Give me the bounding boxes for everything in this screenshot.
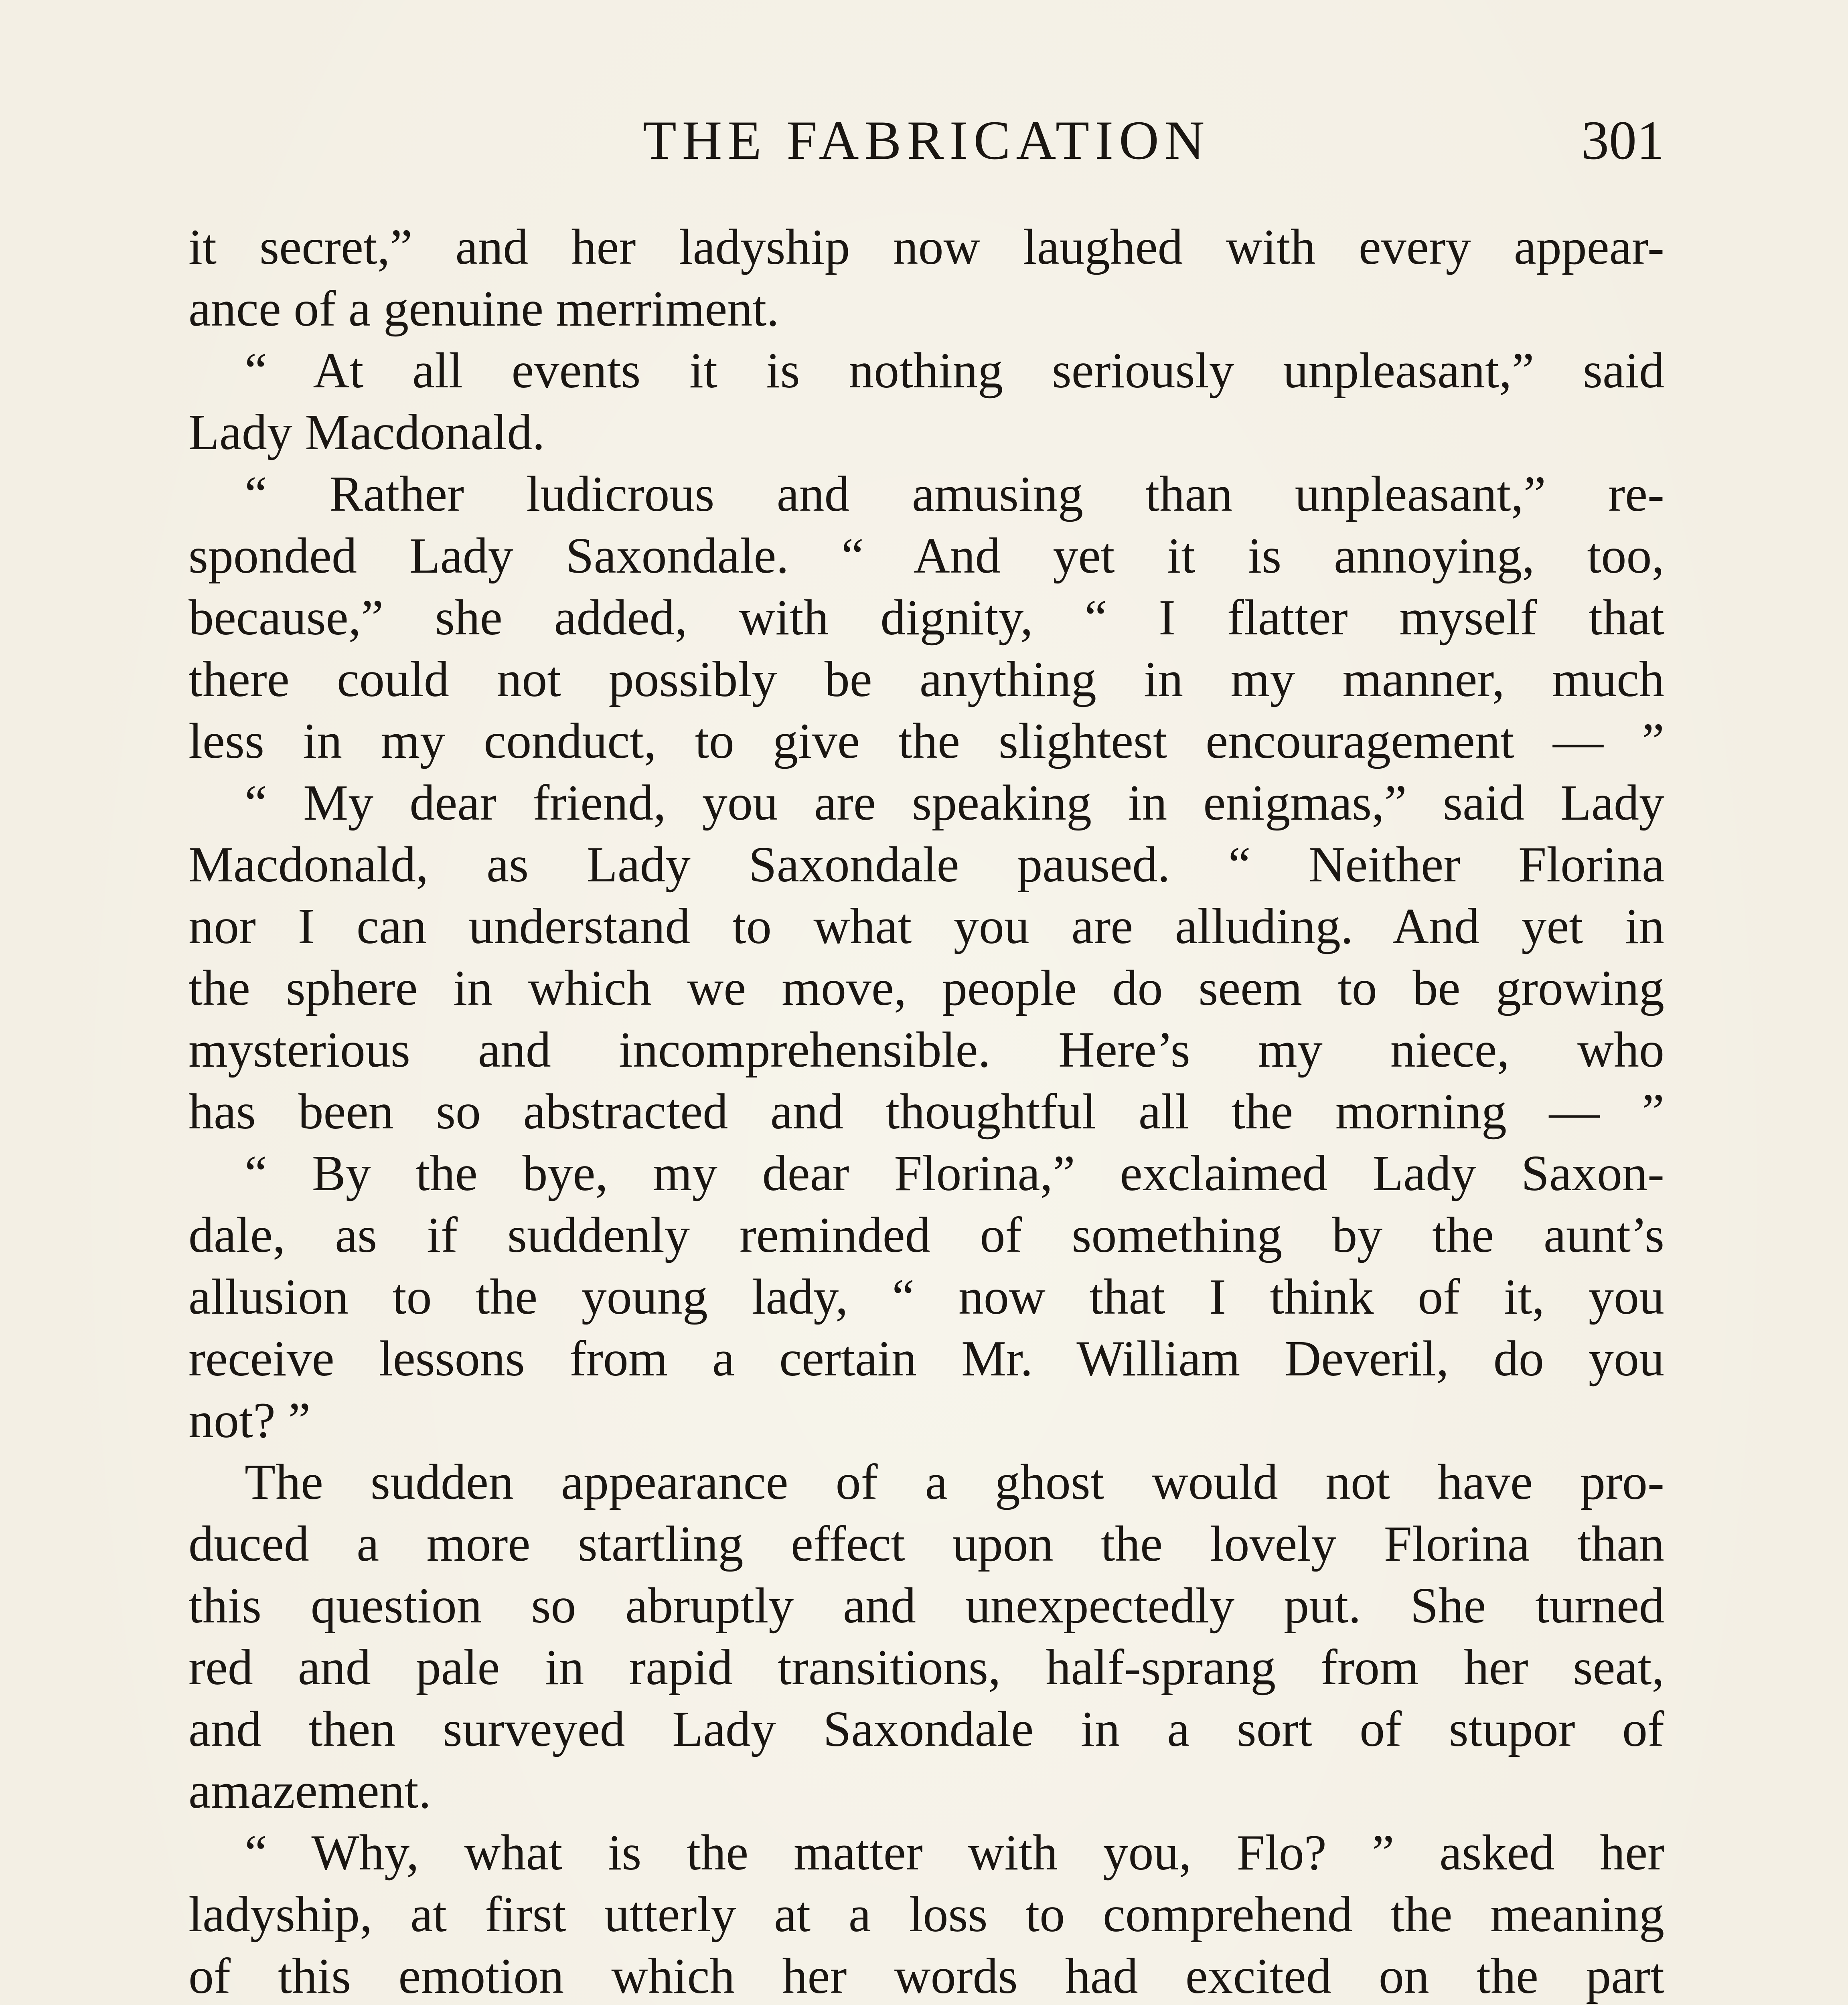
text-line: because,” she added, with dignity, “ I flatter myself that [188,590,1664,646]
text-line: less in my conduct, to give the slightest encouragement — ” [188,713,1664,769]
text-line: allusion to the young lady, “ now that I think of it, you [188,1269,1664,1325]
text-line: there could not possibly be anything in my manner, much [188,652,1664,707]
text-line: of this emotion which her words had excited on the part [188,1948,1664,2004]
running-title: THE FABRICATION [642,109,1210,171]
text-line: mysterious and incomprehensible. Here’s my niece, who [188,1022,1664,1078]
text-line: “ My dear friend, you are speaking in enigmas,” said Lady [245,775,1664,831]
text-line: the sphere in which we move, people do seem to be growing [188,960,1664,1016]
text-line: Lady Macdonald. [188,405,545,460]
text-line: duced a more startling effect upon the lovely Florina than [188,1516,1664,1572]
running-head [188,102,1664,178]
text-line: receive lessons from a certain Mr. William Deveril, do you [188,1331,1664,1387]
text-line: “ By the bye, my dear Florina,” exclaimed Lady Saxon- [245,1146,1664,1201]
text-line: this question so abruptly and unexpectedly put. She turned [188,1578,1664,1634]
text-line: “ At all events it is nothing seriously unpleasant,” said [245,343,1664,399]
text-line: not? ” [188,1393,311,1448]
text-line: “ Why, what is the matter with you, Flo? ” asked her [245,1825,1664,1881]
text-line: sponded Lady Saxondale. “ And yet it is annoying, too, [188,528,1664,584]
body-text [188,217,1664,2005]
text-line: and then surveyed Lady Saxondale in a sort of stupor of [188,1701,1664,1757]
text-line: ladyship, at first utterly at a loss to comprehend the meaning [188,1887,1664,1942]
text-line: amazement. [188,1763,432,1819]
text-line: The sudden appearance of a ghost would not have pro- [245,1454,1664,1510]
page-number: 301 [1581,109,1664,171]
text-line: ance of a genuine merriment. [188,281,779,337]
text-line: has been so abstracted and thoughtful all the morning — ” [188,1084,1664,1140]
text-line: red and pale in rapid transitions, half-sprang from her seat, [188,1640,1664,1695]
text-line: dale, as if suddenly reminded of something by the aunt’s [188,1207,1664,1263]
text-line: nor I can understand to what you are alluding. And yet in [188,899,1664,954]
text-line: Macdonald, as Lady Saxondale paused. “ Neither Florina [188,837,1664,893]
text-line: “ Rather ludicrous and amusing than unpleasant,” re- [245,466,1664,522]
text-line: it secret,” and her ladyship now laughed with every appear- [188,219,1664,275]
